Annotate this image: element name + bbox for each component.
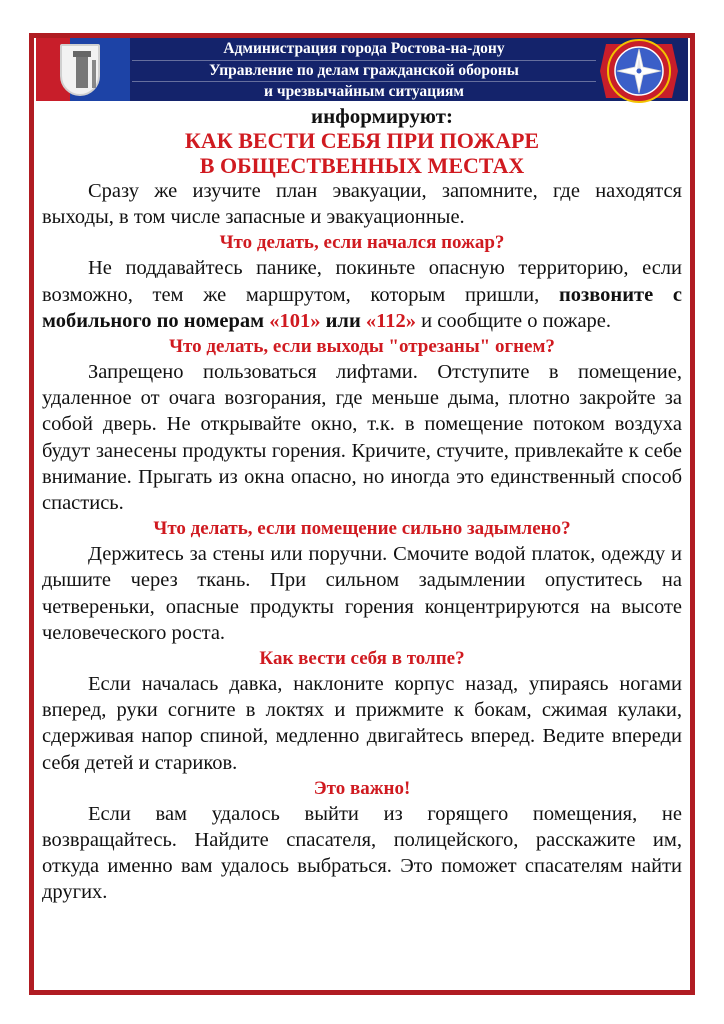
p2-call-text: позвоните с мобильного по номерам	[42, 283, 682, 332]
header-title	[132, 38, 596, 101]
paragraph-evacuation-plan: Сразу же изучите план эвакуации, запомните, где находятся выходы, в том числе запасные и эвакуационные.	[42, 180, 682, 229]
document-title	[42, 128, 682, 178]
title-line-2: В ОБЩЕСТВЕННЫХ МЕСТАХ	[199, 153, 525, 178]
emergency-number-112: «112»	[365, 309, 416, 332]
p2-or-text: или	[320, 309, 366, 332]
paragraph-crowd: Если началась давка, наклоните корпус назад, упираясь ногами вперед, руки согните в локтях и прижмите к бокам, сжимая кулаки, сдерживая напор спиной, медленно двигайтесь вперед. Ведите впереди себя детей и стариков.	[42, 673, 682, 774]
intro-text: информируют:	[311, 104, 453, 128]
paragraph-fire-started	[42, 255, 682, 334]
heading-important: Это важно!	[313, 777, 411, 799]
emblem-shield	[60, 44, 100, 96]
emergency-number-101: «101»	[269, 309, 321, 332]
title-line-1: КАК ВЕСТИ СЕБЯ ПРИ ПОЖАРЕ	[184, 128, 540, 153]
paragraph-heavy-smoke: Держитесь за стены или поручни. Смочите водой платок, одежду и дышите через ткань. При сильном задымлении опуститесь на четвереньки, опасные продукты горения концентрируются на высоте человеческого роста.	[42, 543, 682, 644]
heading-fire-started: Что делать, если начался пожар?	[219, 232, 505, 254]
p2-end: и сообщите о пожаре.	[416, 309, 612, 332]
emblem-figure	[92, 60, 96, 88]
paragraph-exits-blocked: Запрещено пользоваться лифтами. Отступите в помещение, удаленное от очага возгорания, где меньше дыма, плотно закройте за собой дверь. Не открывайте окно, т.к. в помещение потоком воздуха будут занесены продукты горения. Кричите, стучите, привлекайте к себе внимание. Прыгать из окна опасно, но иногда это единственный способ спастись.	[42, 361, 682, 515]
header-line-3: и чрезвычайным ситуациям	[264, 83, 464, 100]
rostov-coat-of-arms-icon	[36, 38, 130, 101]
heading-exits-blocked: Что делать, если выходы "отрезаны" огнем?	[169, 336, 555, 358]
paragraph-important: Если вам удалось выйти из горящего помещения, не возвращайтесь. Найдите спасателя, полицейского, расскажите им, откуда именно вам удалось выбраться. Это поможет спасателям найти других.	[42, 802, 682, 904]
header-line-1: Администрация города Ростова-на-дону	[132, 39, 596, 61]
heading-heavy-smoke: Что делать, если помещение сильно задымлено?	[153, 518, 571, 540]
emblem-tower	[76, 56, 88, 88]
document-body	[42, 104, 682, 906]
p2-start: Не поддавайтесь панике, покиньте опасную территорию, если возможно, тем же маршрутом, которым пришли,	[42, 257, 682, 306]
header-line-2: Управление по делам гражданской обороны	[132, 61, 596, 83]
heading-crowd: Как вести себя в толпе?	[259, 648, 465, 670]
civil-defense-compass-star-icon	[596, 36, 682, 106]
